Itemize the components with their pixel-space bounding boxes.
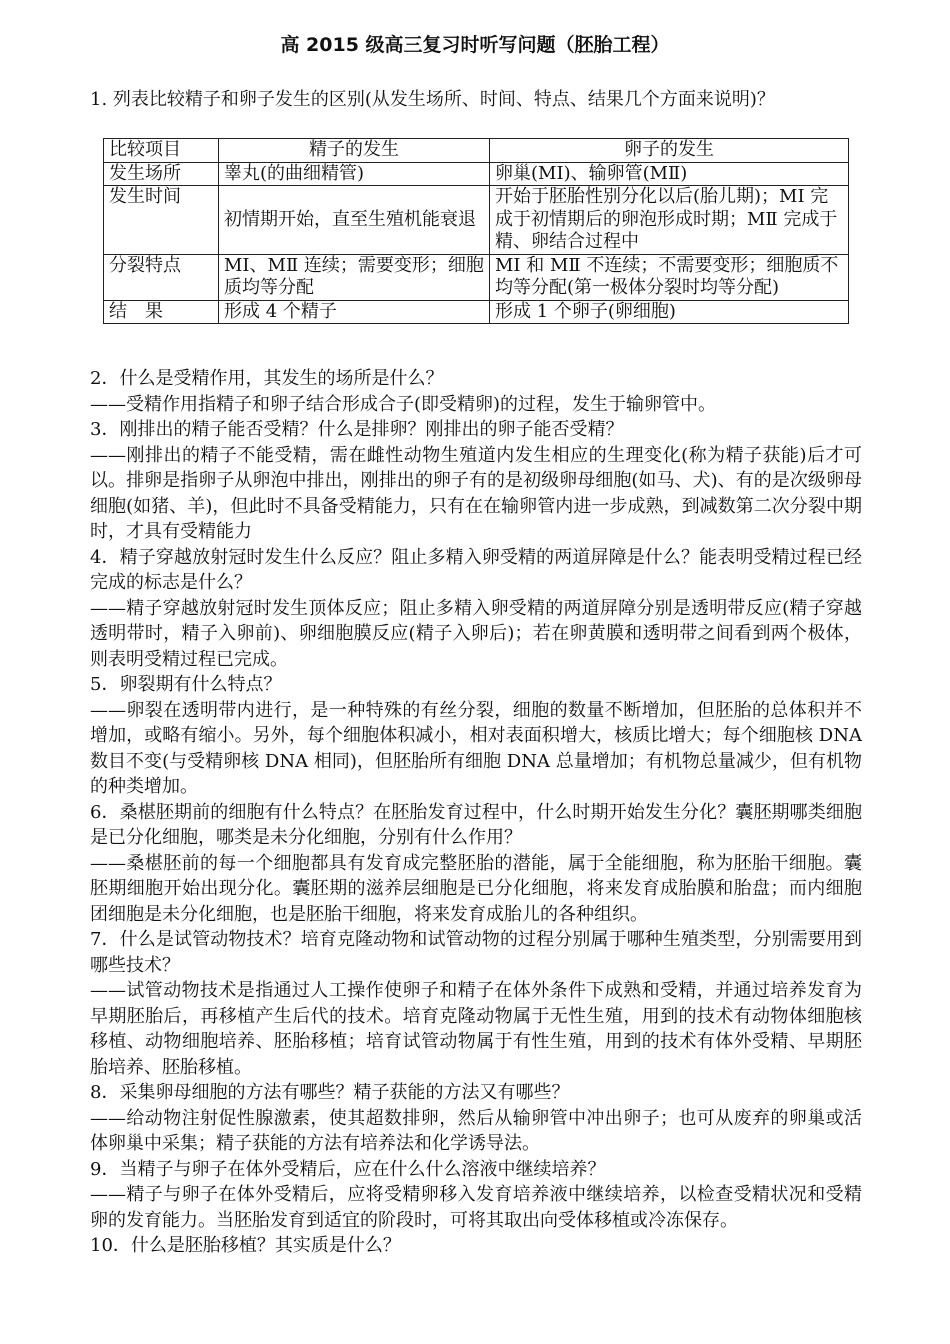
- answer-paragraph: ——精子穿越放射冠时发生顶体反应；阻止多精入卵受精的两道屏障分别是透明带反应(精子穿越透明带时，精子入卵前)、卵细胞膜反应(精子入卵后)；若在卵黄膜和透明带之间看到两个极体，则表明受精过程已完成。: [90, 597, 862, 670]
- table-header-cell: 精子的发生: [219, 139, 490, 163]
- table-cell: 发生时间: [104, 186, 219, 255]
- table-header-cell: 比较项目: [104, 139, 219, 163]
- table-cell: 初情期开始，直至生殖机能衰退: [219, 186, 490, 255]
- question-line: 6．桑椹胚期前的细胞有什么特点？在胚胎发育过程中，什么时期开始发生分化？囊胚期哪类细胞是已分化细胞，哪类是未分化细胞，分别有什么作用？: [90, 801, 862, 848]
- question-line: 4．精子穿越放射冠时发生什么反应？阻止多精入卵受精的两道屏障是什么？能表明受精过程已经完成的标志是什么？: [90, 546, 862, 593]
- answer-paragraph: ——精子与卵子在体外受精后，应将受精卵移入发育培养液中继续培养，以检查受精状况和受精卵的发育能力。当胚胎发育到适宜的阶段时，可将其取出向受体移植或冷冻保存。: [90, 1184, 862, 1231]
- question-line: 5．卵裂期有什么特点？: [90, 674, 282, 695]
- table-cell: 形成 4 个精子: [219, 300, 490, 324]
- answer-paragraph: ——受精作用指精子和卵子结合形成合子(即受精卵)的过程，发生于输卵管中。: [90, 393, 717, 415]
- table-cell: 发生场所: [104, 162, 219, 186]
- table-cell: MⅠ 和 MⅡ 不连续；不需要变形；细胞质不均等分配(第一极体分裂时均等分配): [490, 254, 849, 300]
- comparison-table: [103, 138, 849, 324]
- question-line: 10．什么是胚胎移植？其实质是什么？: [90, 1235, 401, 1256]
- table-header-cell: 卵子的发生: [490, 139, 849, 163]
- table-cell: 结 果: [104, 300, 219, 324]
- document-body: [90, 366, 862, 1259]
- table-row: [104, 300, 849, 324]
- table-row: [104, 162, 849, 186]
- answer-paragraph: ——刚排出的精子不能受精，需在雌性动物生殖道内发生相应的生理变化(称为精子获能)后才可以。排卵是指卵子从卵泡中排出，刚排出的卵子有的是初级卵母细胞(如马、犬)、有的是次级卵母细胞(如猪、羊)，但此时不具备受精能力，只有在在输卵管内进一步成熟，到减数第二次分裂中期时，才具有受精能力: [90, 444, 862, 542]
- table-cell: 卵巢(MⅠ)、输卵管(MⅡ): [490, 162, 849, 186]
- answer-paragraph: ——桑椹胚前的每一个细胞都具有发育成完整胚胎的潜能，属于全能细胞，称为胚胎干细胞。囊胚期细胞开始出现分化。囊胚期的滋养层细胞是已分化细胞，将来发育成胎膜和胎盘；而内细胞团细胞是未分化细胞，也是胚胎干细胞，将来发育成胎儿的各种组织。: [90, 852, 862, 925]
- table-header-row: [104, 139, 849, 163]
- table-row: [104, 186, 849, 255]
- table-row: [104, 254, 849, 300]
- question-line: 3．刚排出的精子能否受精？什么是排卵？刚排出的卵子能否受精？: [90, 419, 624, 440]
- table-cell: MⅠ、MⅡ 连续；需要变形；细胞质均等分配: [219, 254, 490, 300]
- table-cell: 开始于胚胎性别分化以后(胎儿期)；MⅠ 完成于初情期后的卵泡形成时期；MⅡ 完成于精、卵结合过程中: [490, 186, 849, 255]
- answer-paragraph: ——卵裂在透明带内进行，是一种特殊的有丝分裂，细胞的数量不断增加，但胚胎的总体积并不增加，或略有缩小。另外，每个细胞体积减小，相对表面积增大，核质比增大；每个细胞核 DNA 数目不变(与受精卵核 DNA 相同)，但胚胎所有细胞 DNA 总量增加；有机物总量减少，但有机物的种类增加。: [90, 699, 862, 797]
- answer-paragraph: ——给动物注射促性腺激素，使其超数排卵，然后从输卵管中冲出卵子；也可从废弃的卵巢或活体卵巢中采集；精子获能的方法有培养法和化学诱导法。: [90, 1107, 862, 1154]
- question-line: 9．当精子与卵子在体外受精后，应在什么什么溶液中继续培养？: [90, 1158, 606, 1180]
- table-cell: 睾丸(的曲细精管): [219, 162, 490, 186]
- table-cell: 形成 1 个卵子(卵细胞): [490, 300, 849, 324]
- question-line: 2．什么是受精作用，其发生的场所是什么？: [90, 368, 444, 389]
- question-line: 8．采集卵母细胞的方法有哪些？精子获能的方法又有哪些？: [90, 1082, 570, 1103]
- question-1: 1. 列表比较精子和卵子发生的区别(从发生场所、时间、特点、结果几个方面来说明)？: [90, 89, 775, 110]
- document-title: 高 2015 级高三复习时听写问题（胚胎工程）: [280, 34, 670, 56]
- answer-paragraph: ——试管动物技术是指通过人工操作使卵子和精子在体外条件下成熟和受精，并通过培养发育为早期胚胎后，再移植产生后代的技术。培育克隆动物属于无性生殖，用到的技术有动物体细胞核移植、动物细胞培养、胚胎移植；培育试管动物属于有性生殖，用到的技术有体外受精、早期胚胎培养、胚胎移植。: [90, 980, 862, 1078]
- question-line: 7．什么是试管动物技术？培育克隆动物和试管动物的过程分别属于哪种生殖类型，分别需要用到哪些技术？: [90, 929, 862, 976]
- table-cell: 分裂特点: [104, 254, 219, 300]
